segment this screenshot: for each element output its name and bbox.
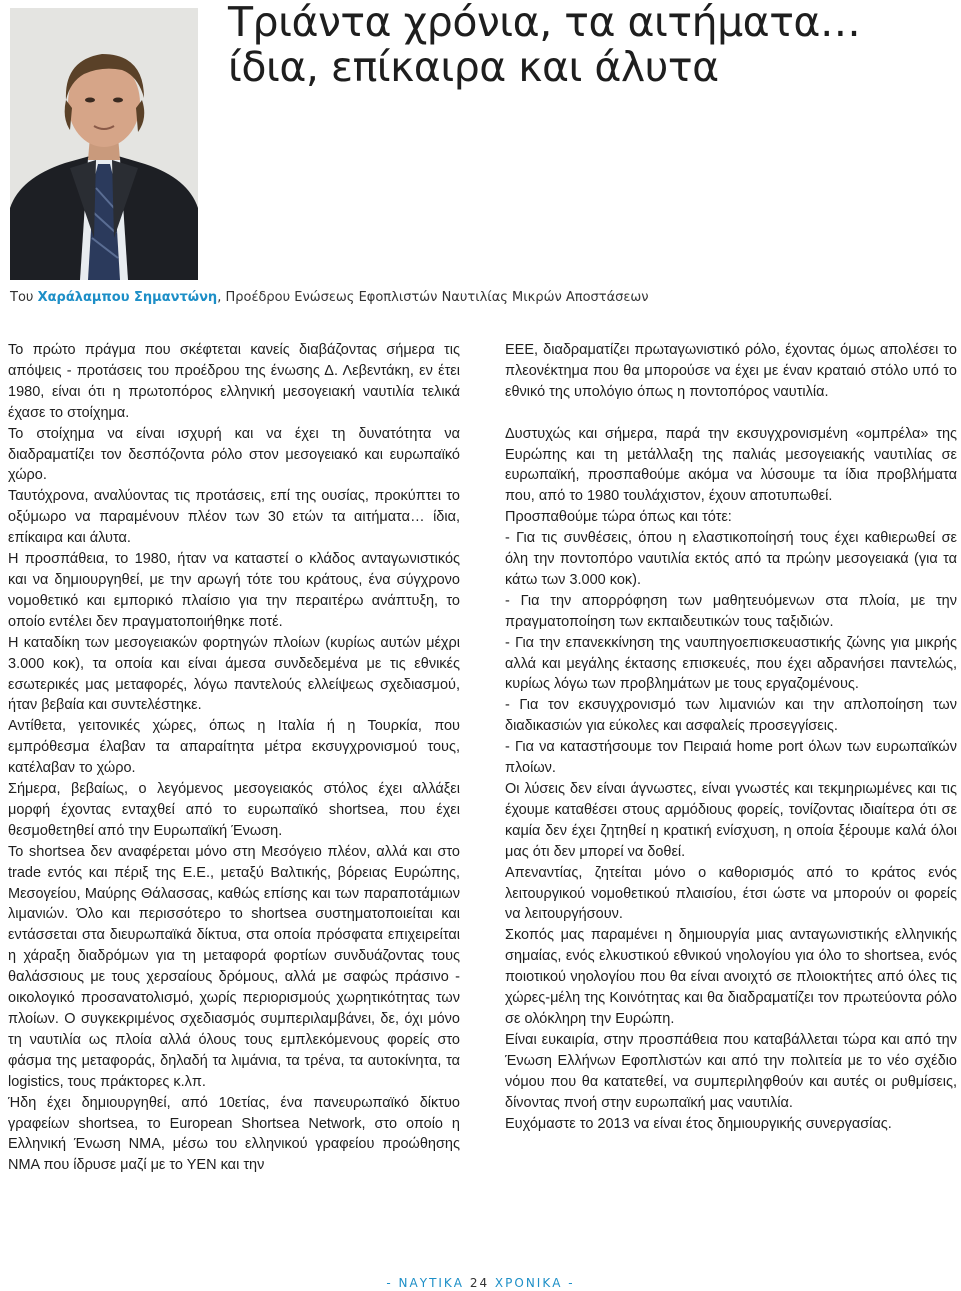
list-item: - Για τις συνθέσεις, όπου η ελαστικοποίησή τους έχει καθιερωθεί σε όλη την ποντοπόρο ναυτιλία εκτός από τα πρώην μεσογειακά (για τα κάτω των 3.000 κοκ).: [505, 530, 957, 588]
paragraph: Η προσπάθεια, το 1980, ήταν να καταστεί ο κλάδος ανταγωνιστικός και να δημιουργηθεί, με την αρωγή τότε του κράτους, ένα σύγχρονο νομοθετικό και εμπορικό πλαίσιο για την περαιτέρω ανάπτυξη, το οποίο εντέλει δεν πραγματοποιήθηκε ποτέ.: [8, 551, 460, 630]
paragraph: Προσπαθούμε τώρα όπως και τότε:: [505, 509, 732, 526]
paragraph: Σκοπός μας παραμένει η δημιουργία μιας ανταγωνιστικής ελληνικής σημαίας, ενός ελκυστικού εθνικού νηολογίου για όλο το shortsea, ενός ποιοτικού νηολογίου που θα είναι ανοιχτό σε πλοιοκτήτες από όλες τις χώρες-μέλη της Κοινότητας και θα διαδραματίζει τον πρωτεύοντα ρόλο σε ολόκληρη την Ευρώπη.: [505, 927, 957, 1027]
list-item: - Για την απορρόφηση των μαθητευόμενων στα πλοία, με την πραγματοποίηση των εκπαιδευτικών τους ταξιδιών.: [505, 592, 957, 630]
paragraph: Το στοίχημα να είναι ισχυρή και να έχει τη δυνατότητα να διαδραματίζει τον δεσπόζοντα ρόλο στον μεσογειακό και ευρωπαϊκό χώρο.: [8, 425, 460, 484]
page-footer: [0, 1276, 961, 1290]
footer-left: - ΝΑΥΤΙΚΑ: [386, 1276, 470, 1290]
paragraph: Ταυτόχρονα, αναλύοντας τις προτάσεις, επί της ουσίας, προκύπτει το οξύμωρο να παραμένουν πλέον των 30 ετών τα αιτήματα… ίδια, επίκαιρα και άλυτα.: [8, 488, 460, 547]
list-item: - Για τον εκσυγχρονισμό των λιμανιών και την απλοποίηση των διαδικασιών για εύκολες και ασφαλείς προσεγγίσεις.: [505, 697, 957, 735]
paragraph: Ευχόμαστε το 2013 να είναι έτος δημιουργικής συνεργασίας.: [505, 1115, 892, 1132]
paragraph: Αντίθετα, γειτονικές χώρες, όπως η Ιταλία ή η Τουρκία, που εμπρόθεσμα έλαβαν τα απαραίτητα μέτρα εκσυγχρονισμού τους, κατέλαβαν το χώρο.: [8, 718, 460, 777]
list-item: - Για να καταστήσουμε τον Πειραιά home port όλων των ευρωπαϊκών πλοίων.: [505, 739, 957, 777]
paragraph: Το πρώτο πράγμα που σκέφτεται κανείς διαβάζοντας σήμερα τις απόψεις - προτάσεις του προέδρου της ένωσης Δ. Λεβεντάκη, εν έτει 1980, είναι ότι η πρωτοπόρος ελληνική μεσογειακή ναυτιλία τελικά έχασε το στοίχημα.: [8, 342, 460, 421]
title-line-2: ίδια, επίκαιρα και άλυτα: [228, 43, 719, 91]
paragraph: Σήμερα, βεβαίως, ο λεγόμενος μεσογειακός στόλος έχει αλλάξει μορφή έχοντας ενταχθεί από το ευρωπαϊκό shortsea, που έχει θεσμοθετηθεί από την Ευρωπαϊκή Ένωση.: [8, 781, 460, 839]
paragraph: Είναι ευκαιρία, στην προσπάθεια που καταβάλλεται τώρα και από την Ένωση Ελλήνων Εφοπλιστών και από την πολιτεία με το νέο σχέδιο νόμου που θα κατατεθεί, να συμπεριληφθούν και αυτές οι ρυθμίσεις, δίνοντας πνοή στην ευρωπαϊκή μας ναυτιλία.: [505, 1031, 957, 1111]
paragraph: ΕΕΕ, διαδραματίζει πρωταγωνιστικό ρόλο, έχοντας όμως απολέσει το πλεονέκτημα που θα μπορούσε να έχει με έναν κραταιό στόλο υπό το εθνικό της υπολόγιο όπως η ποντοπόρος ναυτιλία.: [505, 342, 957, 400]
byline-prefix: Του: [10, 290, 38, 305]
list-item: - Για την επανεκκίνηση της ναυπηγοεπισκευαστικής ζώνης για μικρής αλλά και μεγάλης έκτασης επισκευές, που έχει αδρανήσει παντελώς, κυρίως λόγω των προβλημάτων με τους εργαζομένους.: [505, 634, 957, 693]
page-number: 24: [469, 1276, 490, 1290]
paragraph: Οι λύσεις δεν είναι άγνωστες, είναι γνωστές και τεκμηριωμένες και τις έχουμε καταθέσει στους αρμόδιους φορείς, τονίζοντας ιδιαίτερα ότι σε καμία δεν έχει ζητηθεί η κρατική ενίσχυση, η οποία ξέρουμε καλά όλοι μας ότι δεν μπορεί να δοθεί.: [505, 781, 957, 860]
paragraph: Το shortsea δεν αναφέρεται μόνο στη Μεσόγειο πλέον, αλλά και στο trade εντός και πέριξ της Ε.Ε., μεταξύ Βαλτικής, βόρειας Ευρώπης, Μεσογείου, Μαύρης Θάλασσας, καθώς επίσης και των παραποτάμιων λιμανιών. Όλο και περισσότερο το shortsea συστηματοποιείται και εντάσσεται στα διευρωπαϊκά δίκτυα, στα οποία πρόσφατα επιχειρείται η χάραξη διαδρόμων για τη μεταφορά φορτίων συνδυάζοντας τους θαλάσσιους με τους χερσαίους δρόμους, αλλά με σαφώς πράσινο - οικολογικό προσανατολισμό, χωρίς περιορισμούς χωρητικότητας των πλοίων. Ο συγκεκριμένος σχεδιασμός συμπεριλαμβάνει, δε, όχι μόνο τη ναυτιλία ως πλοία αλλά όλους τους εμπλεκόμενους φορείς στο φάσμα της μεταφοράς, δηλαδή τα λιμάνια, τα τρένα, τα αυτοκίνητα, τα logistics, τους πράκτορες κ.λπ.: [8, 843, 460, 1090]
byline-role: , Προέδρου Ενώσεως Εφοπλιστών Ναυτιλίας Μικρών Αποστάσεων: [217, 290, 649, 305]
footer-right: ΧΡΟΝΙΚΑ -: [489, 1276, 575, 1290]
author-photo: [10, 8, 198, 280]
byline: [10, 289, 955, 307]
left-column: [8, 340, 460, 1176]
byline-author: Χαράλαμπου Σημαντώνη: [37, 290, 218, 305]
paragraph: Ήδη έχει δημιουργηθεί, από 10ετίας, ένα πανευρωπαϊκό δίκτυο γραφείων shortsea, το European Shortsea Network, στο οποίο η Ελληνική Ένωση ΝΜΑ, μέσω του ελληνικού γραφείου προώθησης ΝΜΑ που ίδρυσε μαζί με το ΥΕΝ και την: [8, 1094, 460, 1174]
paragraph: Η καταδίκη των μεσογειακών φορτηγών πλοίων (κυρίως αυτών μέχρι 3.000 κοκ), τα οποία και είναι άμεσα συνδεδεμένα με τις εθνικές εσωτερικές μας μεταφορές, λόγω παντελούς ελλείψεως σχεδιασμού, ήταν βεβαία και συντελέστηκε.: [8, 634, 460, 714]
paragraph: Απεναντίας, ζητείται μόνο ο καθορισμός από το κράτος ενός λειτουργικού νομοθετικού πλαισίου, έτσι ώστε να μπορούν οι φορείς να λειτουργήσουν.: [505, 864, 957, 923]
article-title: [228, 0, 956, 90]
paragraph: Δυστυχώς και σήμερα, παρά την εκσυγχρονισμένη «ομπρέλα» της Ευρώπης και τη μετάλλαξη της παλιάς μεσογειακής ναυτιλίας σε ευρωπαϊκή, προσπαθούμε ακόμα να λύσουμε τα ίδια προβλήματα που, από το 1980 τουλάχιστον, έχουν αποτυπωθεί.: [505, 425, 957, 505]
right-column: [505, 340, 957, 1134]
title-line-1: Τριάντα χρόνια, τα αιτήματα…: [228, 0, 861, 46]
